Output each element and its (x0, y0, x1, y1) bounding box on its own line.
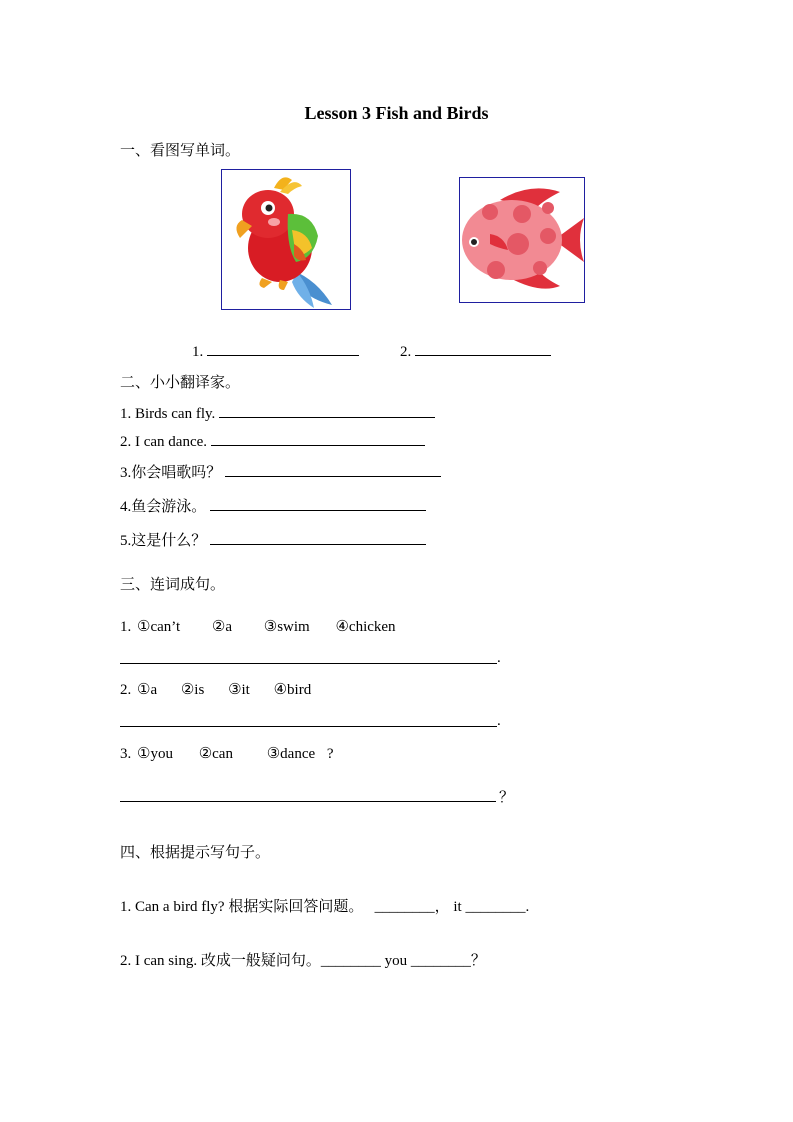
item-text: 这是什么？ (131, 531, 207, 549)
item-hint: 改成一般疑问句。 (200, 951, 321, 969)
answer-blank[interactable] (219, 403, 435, 418)
item-text: 你会唱歌吗？ (131, 463, 222, 481)
item-text: Birds can fly. (135, 406, 216, 422)
answer-2-blank[interactable] (415, 341, 551, 356)
answer-2-num: 2. (400, 344, 412, 360)
word-option: ④bird (273, 682, 312, 698)
answer-1-blank[interactable] (207, 341, 359, 356)
section-2-heading: 二、小小翻译家。 (120, 373, 241, 391)
item-number: 3. (120, 465, 132, 481)
given-word: you (384, 953, 408, 969)
item-number: 1. (120, 899, 132, 915)
answer-blank[interactable]: ________ (374, 899, 435, 915)
answer-line-2[interactable] (120, 726, 497, 727)
answer-line-1[interactable] (120, 663, 497, 664)
item-text: I can dance. (135, 434, 208, 450)
line-end-1: . (497, 650, 501, 666)
word-option: ③it (228, 682, 250, 698)
section-1-heading: 一、看图写单词。 (120, 141, 241, 159)
word-option: ②a (211, 619, 233, 635)
word-option: ④chicken (335, 619, 396, 635)
word-option: ③swim (263, 619, 310, 635)
line-end-2: . (497, 713, 501, 729)
answer-blank[interactable] (210, 496, 426, 511)
answer-2 (400, 341, 551, 361)
sentence-end: ？ (470, 951, 486, 969)
parrot-image-frame (221, 169, 351, 310)
answer-blank[interactable] (210, 530, 426, 545)
fish-image-frame (459, 177, 585, 303)
word-option: ①can’t (137, 619, 181, 635)
word-order-item-3 (120, 744, 334, 763)
item-number: 1. (120, 406, 132, 422)
translate-item-5 (120, 529, 426, 550)
page-title: Lesson 3 Fish and Birds (304, 103, 489, 123)
answer-blank[interactable]: ________ (410, 953, 471, 969)
answer-blank[interactable]: ________ (465, 899, 526, 915)
comma: ， (434, 897, 450, 915)
answer-blank[interactable] (225, 462, 441, 477)
item-number: 4. (120, 499, 132, 515)
item-number: 2. (120, 434, 132, 450)
word-order-item-2 (120, 680, 311, 699)
word-option: ①a (137, 682, 158, 698)
translate-item-2 (120, 431, 425, 451)
answer-1 (192, 341, 359, 361)
item-prompt: I can sing. (135, 953, 198, 969)
item-number: 2. (120, 682, 132, 698)
item-number: 5. (120, 533, 132, 549)
answer-blank[interactable]: ________ (320, 953, 381, 969)
item-number: 1. (120, 619, 132, 635)
word-option: ③dance (266, 746, 316, 762)
sentence-item-2 (120, 949, 486, 970)
answer-blank[interactable] (211, 431, 425, 446)
item-text: 鱼会游泳。 (131, 497, 207, 515)
word-option: ②can (198, 746, 233, 762)
given-word: it (453, 899, 462, 915)
word-order-item-1 (120, 617, 396, 636)
translate-item-4 (120, 495, 426, 516)
sentence-item-1 (120, 895, 529, 916)
item-prompt: Can a bird fly? (135, 899, 225, 915)
item-number: 2. (120, 953, 132, 969)
section-4-heading: 四、根据提示写句子。 (120, 843, 271, 861)
word-option: ①you (137, 746, 173, 762)
translate-item-1 (120, 403, 435, 423)
parrot-icon (222, 170, 350, 309)
sentence-end: . (525, 899, 530, 915)
word-option: ②is (180, 682, 205, 698)
word-option: ? (326, 746, 334, 762)
item-number: 3. (120, 746, 132, 762)
section-3-heading: 三、连词成句。 (120, 575, 226, 593)
answer-line-3[interactable] (120, 801, 496, 802)
item-hint: 根据实际回答问题。 (228, 897, 364, 915)
answer-1-num: 1. (192, 344, 204, 360)
fish-icon (460, 178, 584, 302)
translate-item-3 (120, 461, 441, 482)
line-end-3: ？ (499, 788, 515, 806)
